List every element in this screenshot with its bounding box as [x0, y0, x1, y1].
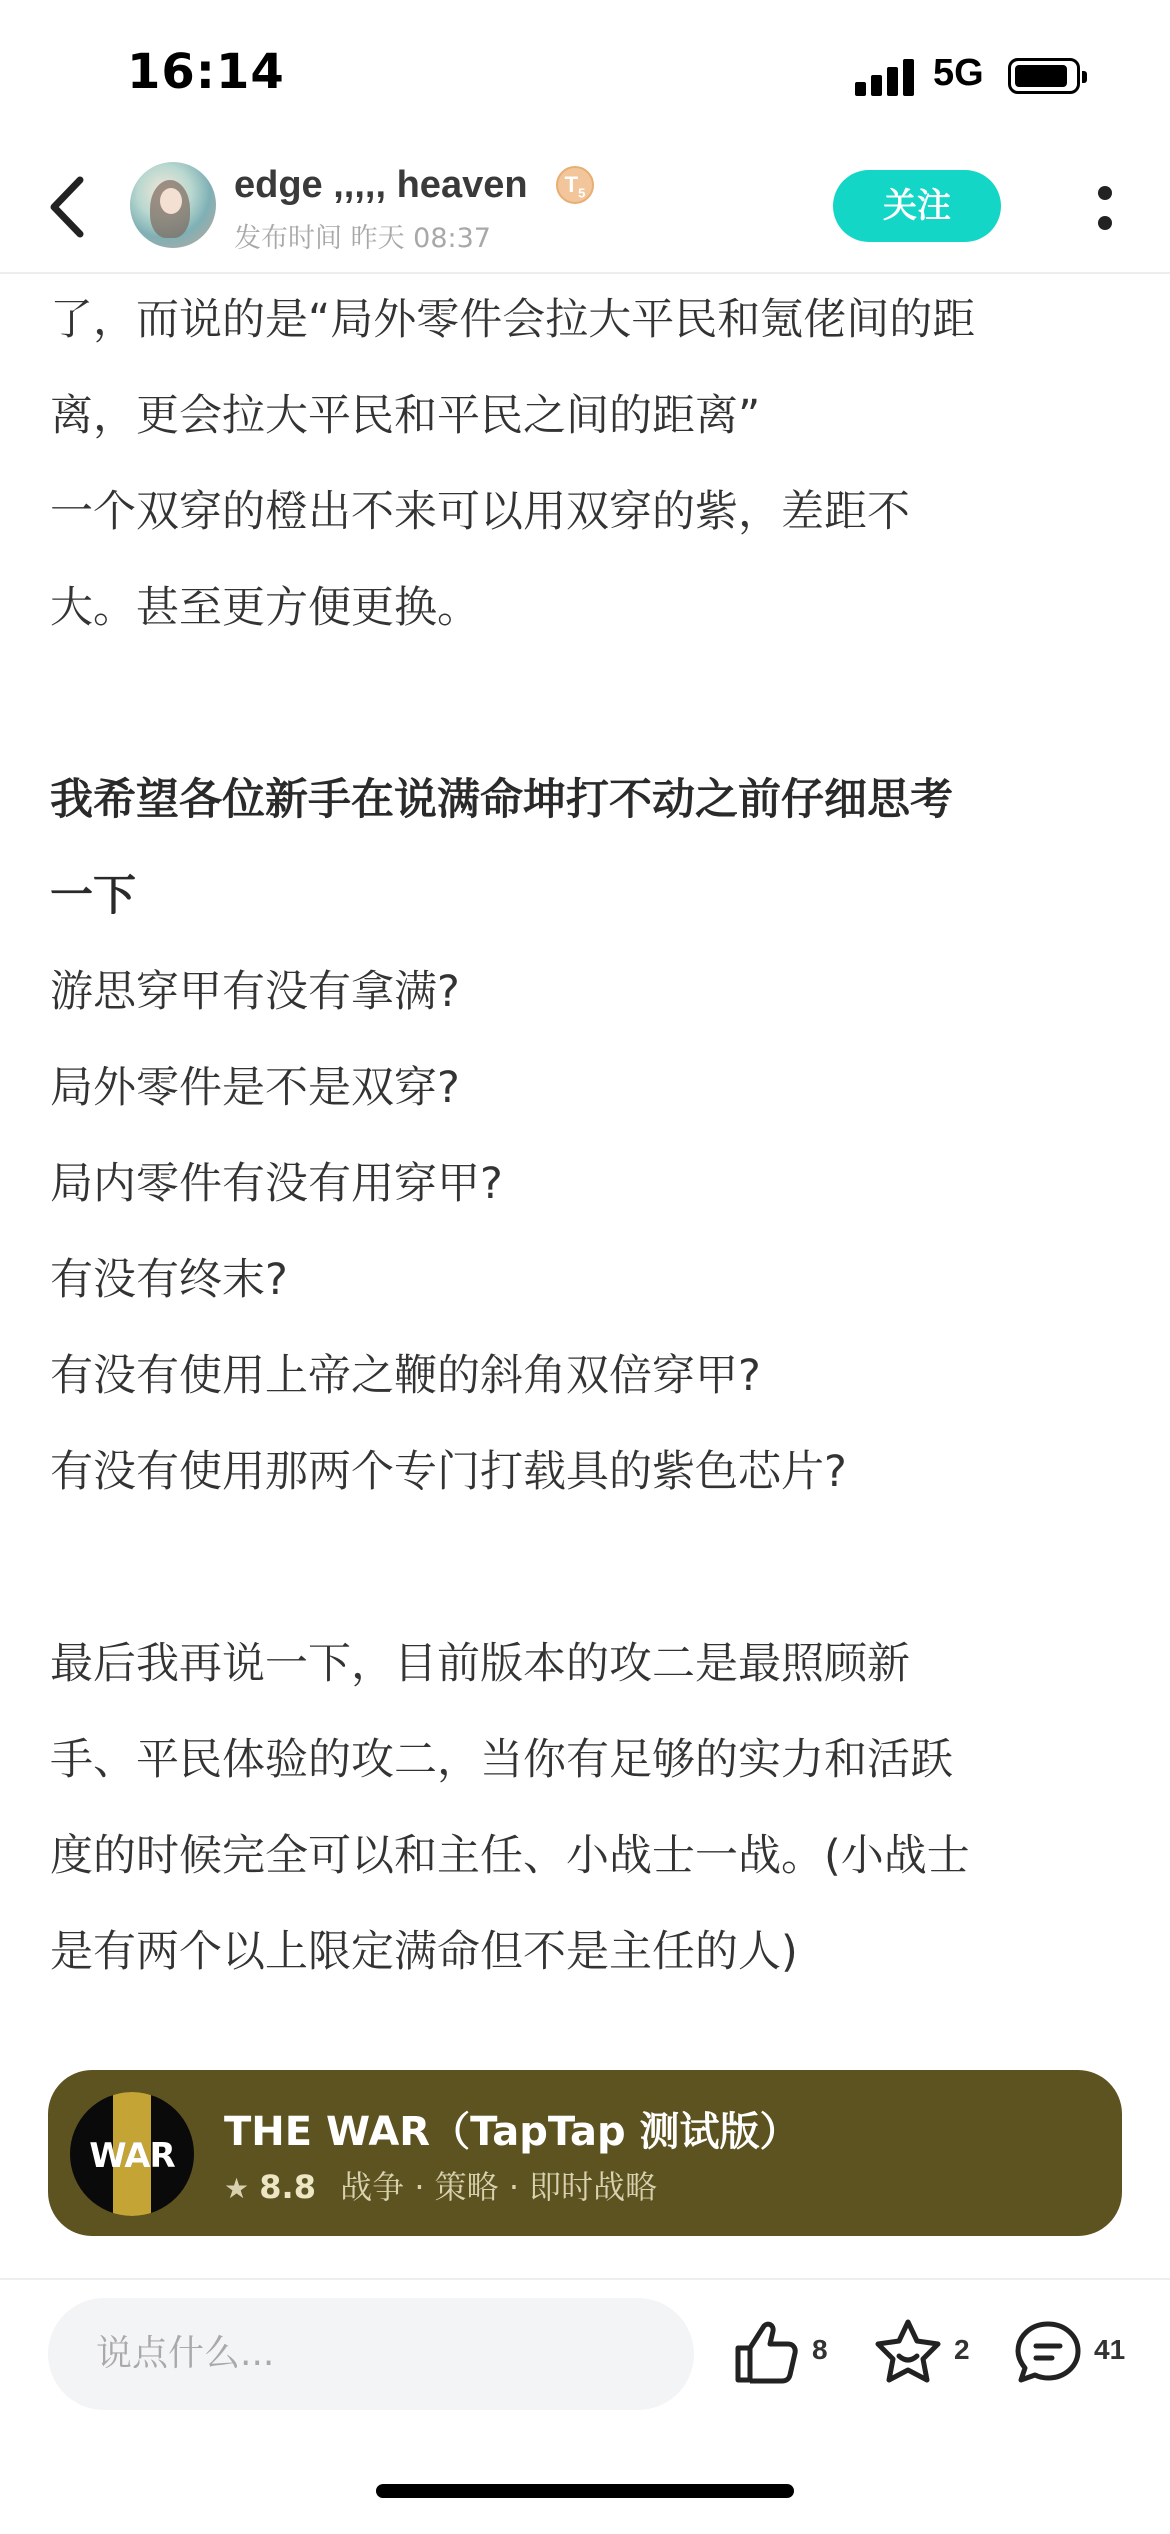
follow-button[interactable]: 关注 [833, 170, 1001, 242]
comment-count: 41 [1094, 2334, 1126, 2365]
game-logo [70, 2092, 194, 2216]
like-count: 8 [812, 2334, 828, 2365]
post-text-line: 离，更会拉大平民和平民之间的距离” [50, 391, 761, 441]
star-icon: ★ [224, 2172, 250, 2205]
game-logo-text: WAR [89, 2136, 175, 2176]
publish-time: 昨天 08:37 [350, 223, 491, 254]
post-header [0, 150, 1170, 274]
game-rating: 8.8 [259, 2168, 316, 2206]
level-badge-number: 5 [578, 185, 586, 201]
comment-button[interactable] [1012, 2316, 1126, 2396]
battery-icon [1008, 58, 1080, 94]
comment-bubble-icon [1012, 2316, 1084, 2388]
post-text-line: 局内零件有没有用穿甲? [50, 1159, 503, 1209]
post-text-line: 游思穿甲有没有拿满? [50, 967, 460, 1017]
post-text-line: 了，而说的是“局外零件会拉大平民和氪佬间的距 [50, 295, 976, 345]
like-button[interactable] [730, 2316, 828, 2396]
favorite-count: 2 [954, 2334, 970, 2365]
post-text-line: 一个双穿的橙出不来可以用双穿的紫，差距不 [50, 487, 910, 537]
status-bar [0, 0, 1170, 150]
post-text-line: 有没有使用上帝之鞭的斜角双倍穿甲? [50, 1351, 761, 1401]
game-title: THE WAR（TapTap 测试版） [224, 2109, 800, 2155]
paragraph-spacer [50, 656, 1130, 752]
post-text-line: 有没有终末? [50, 1255, 288, 1305]
post-text-line: 我希望各位新手在说满命坤打不动之前仔细思考 [50, 775, 953, 825]
publish-meta [234, 216, 491, 255]
game-meta [224, 2162, 657, 2208]
post-text-line: 度的时候完全可以和主任、小战士一战。(小战士 [50, 1831, 970, 1881]
post-text-line: 大。甚至更方便更换。 [50, 583, 480, 633]
post-text-line: 有没有使用那两个专门打载具的紫色芯片? [50, 1447, 847, 1497]
status-time: 16:14 [127, 44, 285, 100]
comment-input[interactable] [48, 2298, 694, 2410]
network-type: 5G [933, 52, 984, 94]
chevron-left-icon [42, 172, 102, 242]
home-indicator [376, 2484, 794, 2498]
avatar[interactable] [130, 162, 216, 248]
post-text-line: 手、平民体验的攻二，当你有足够的实力和活跃 [50, 1735, 953, 1785]
thumbs-up-icon [730, 2316, 802, 2388]
game-tags: 战争 · 策略 · 即时战略 [340, 2168, 658, 2206]
author-name[interactable]: edge ,,,,, heaven [234, 164, 528, 206]
back-button[interactable] [42, 172, 102, 242]
comment-placeholder: 说点什么... [96, 2333, 275, 2374]
post-text-line: 一下 [50, 871, 136, 921]
paragraph-spacer [50, 1520, 1130, 1616]
cellular-signal-icon [855, 58, 917, 96]
post-text-line: 最后我再说一下，目前版本的攻二是最照顾新 [50, 1639, 910, 1689]
post-body [50, 272, 1130, 2000]
level-badge-letter: T [564, 172, 579, 197]
star-outline-icon [872, 2316, 944, 2388]
post-text-line: 局外零件是不是双穿? [50, 1063, 460, 1113]
more-options-button[interactable] [1090, 178, 1120, 238]
level-badge-icon [556, 166, 594, 204]
favorite-button[interactable] [872, 2316, 970, 2396]
post-text-line: 是有两个以上限定满命但不是主任的人) [50, 1927, 798, 1977]
game-card[interactable] [48, 2070, 1122, 2236]
publish-label: 发布时间 [234, 223, 342, 254]
